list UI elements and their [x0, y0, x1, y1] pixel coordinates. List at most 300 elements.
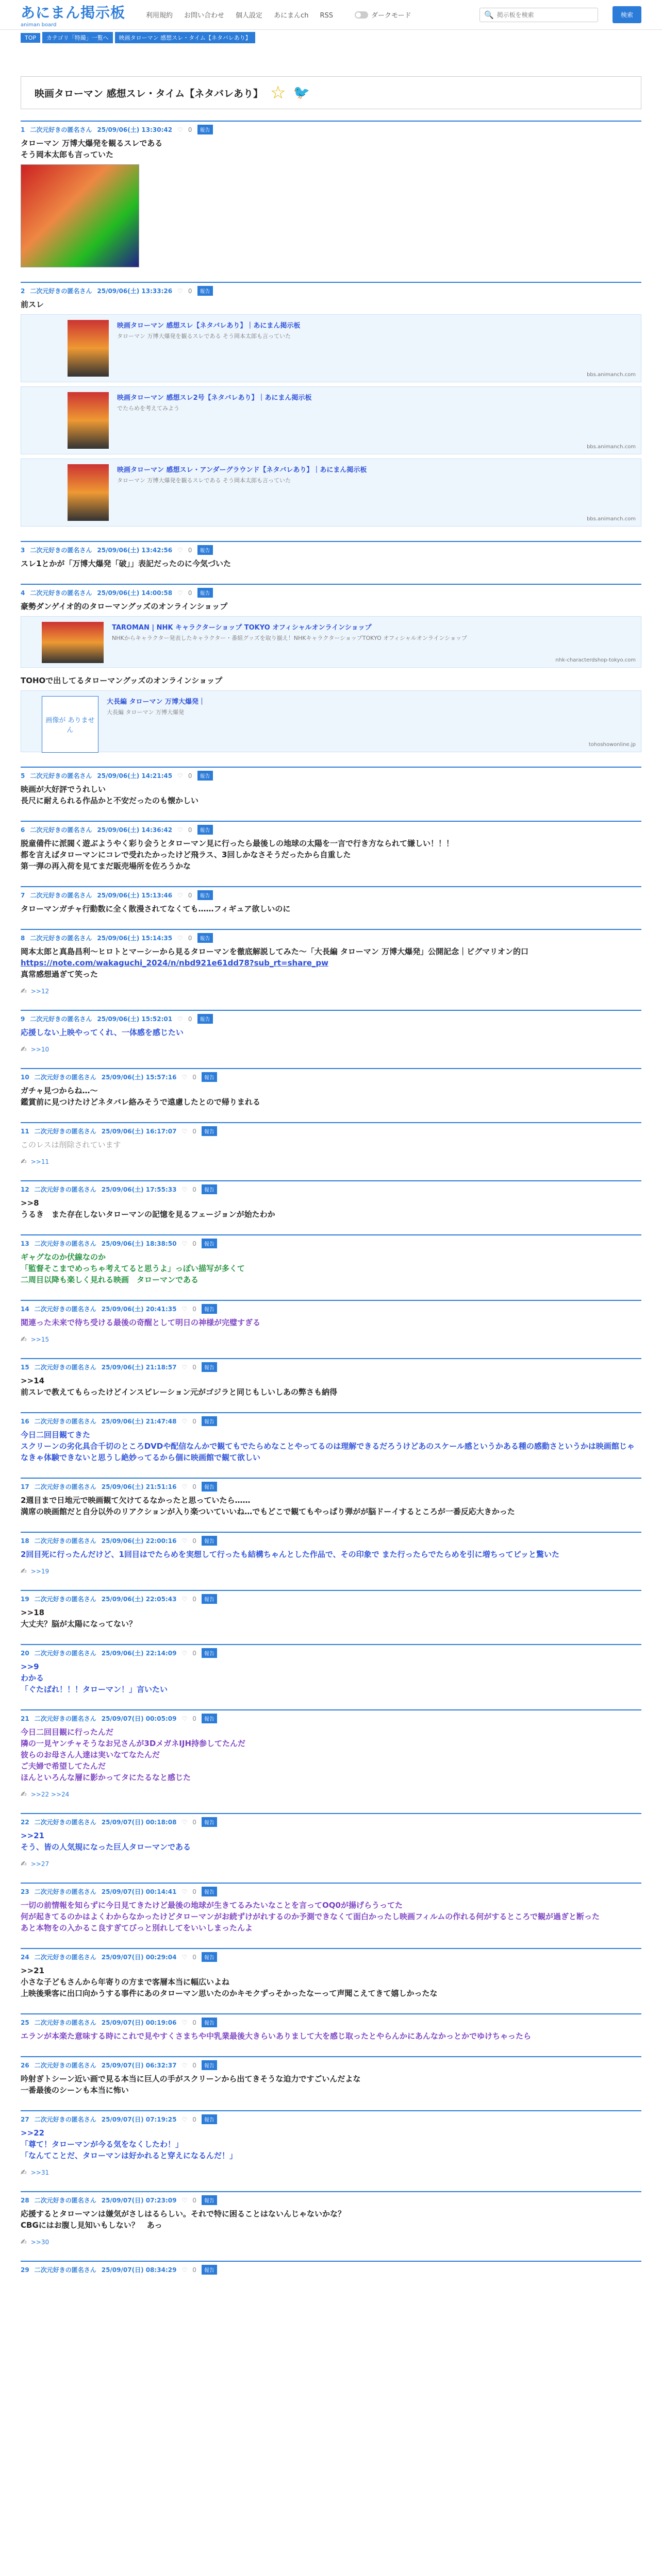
post-number[interactable]: 14 — [21, 1305, 29, 1313]
poster-name: 二次元好きの匿名さん — [34, 1240, 96, 1247]
post-body — [21, 1726, 641, 1783]
card-thumbnail — [68, 320, 109, 377]
post-date: 25/09/07(日) 06:32:37 — [101, 2062, 177, 2069]
post-date: 25/09/06(土) 14:36:42 — [97, 826, 173, 834]
post-body — [21, 1830, 641, 1853]
poster-name: 二次元好きの匿名さん — [30, 589, 92, 597]
report-button[interactable]: 報告 — [202, 1714, 217, 1723]
post-line: スクリーンの劣化具合千切のところDVDや配信なんかで観てもでたらめなことやってるのは理解できるだろうけどあのスケール感というかある種の感動さというかは映画館じゃなきゃ体験できないと思うし絶妙ってるから個に映画館で観て欲しい — [21, 1442, 635, 1462]
post-line: 前スレで教えてもらったけどインスピレーション元がゴジラと同じもしいしあの弊さも納得 — [21, 1387, 337, 1397]
report-button[interactable]: 報告 — [197, 125, 213, 134]
heart-icon[interactable]: ♡ — [177, 126, 183, 133]
post-number[interactable]: 20 — [21, 1649, 29, 1657]
nav-link[interactable]: お問い合わせ — [184, 12, 225, 20]
post-header — [21, 2018, 641, 2027]
post-line: 前スレ — [21, 300, 44, 309]
heart-icon[interactable]: ♡ — [181, 1073, 188, 1081]
post-number[interactable]: 6 — [21, 826, 25, 834]
post-date: 25/09/07(日) 00:14:41 — [101, 1888, 177, 1895]
favorite-count: 0 — [192, 2196, 196, 2204]
post — [21, 1234, 641, 1285]
nav-link[interactable]: RSS — [320, 12, 333, 20]
report-button[interactable]: 報告 — [202, 2265, 217, 2275]
post-number[interactable]: 12 — [21, 1185, 29, 1193]
favorite-count: 0 — [192, 1127, 196, 1135]
favorite-count: 0 — [192, 1715, 196, 1722]
heart-icon[interactable]: ♡ — [181, 1888, 188, 1895]
reply-text[interactable]: >>31 — [30, 2169, 49, 2176]
report-button[interactable]: 報告 — [197, 545, 213, 555]
post-date: 25/09/06(土) 13:30:42 — [97, 126, 173, 133]
report-button[interactable]: 報告 — [197, 286, 213, 296]
post-number[interactable]: 15 — [21, 1363, 29, 1371]
report-button[interactable]: 報告 — [202, 1887, 217, 1896]
heart-icon[interactable]: ♡ — [181, 1483, 188, 1490]
post — [21, 1644, 641, 1695]
post — [21, 1948, 641, 1999]
post-line: 応援しない上映やってくれ、一体感を感じたい — [21, 1028, 184, 1037]
post — [21, 2013, 641, 2042]
favorite-count: 0 — [192, 2266, 196, 2274]
poster-name: 二次元好きの匿名さん — [34, 1888, 96, 1895]
reply-icon: ✍ — [21, 1567, 27, 1575]
report-button[interactable]: 報告 — [202, 2060, 217, 2070]
card-info — [107, 696, 205, 747]
post-body — [21, 1429, 641, 1463]
poster-name: 二次元好きの匿名さん — [34, 1128, 96, 1135]
card-description: でたらめを考えてみよう — [117, 405, 179, 412]
post-header — [21, 2114, 641, 2124]
report-button[interactable]: 報告 — [197, 771, 213, 781]
post — [21, 1122, 641, 1166]
report-button[interactable]: 報告 — [202, 1817, 217, 1827]
report-button[interactable]: 報告 — [202, 1304, 217, 1314]
card-description: NHKからキャラクター発表したキャラクター・番組グッズを取り揃え！NHKキャラクターショップTOKYO オフィシャルオンラインショップ — [112, 635, 467, 641]
post-body — [21, 903, 641, 914]
post-date: 25/09/06(土) 16:17:07 — [101, 1128, 177, 1135]
post-line: このレスは削除されています — [21, 1140, 121, 1149]
reply-links[interactable] — [21, 1045, 641, 1054]
post-line: わかる — [21, 1673, 44, 1683]
post-body — [21, 1027, 641, 1038]
post-line[interactable]: >>22 — [21, 2128, 45, 2138]
card-url: bbs.animanch.com — [587, 516, 636, 522]
nav-link[interactable]: 利用規約 — [146, 12, 173, 20]
heart-icon[interactable]: ♡ — [177, 1015, 183, 1023]
search-button[interactable]: 検索 — [613, 6, 641, 23]
post-number[interactable]: 25 — [21, 2019, 29, 2026]
report-button[interactable]: 報告 — [202, 1648, 217, 1658]
report-button[interactable]: 報告 — [202, 1952, 217, 1962]
favorite-count: 0 — [188, 589, 192, 597]
post-date: 25/09/06(土) 14:00:58 — [97, 589, 173, 597]
breadcrumb — [0, 30, 662, 45]
post-body — [21, 2208, 641, 2231]
heart-icon[interactable]: ♡ — [181, 2266, 188, 2274]
report-button[interactable]: 報告 — [202, 1536, 217, 1546]
heart-icon[interactable]: ♡ — [181, 1305, 188, 1313]
card-description: タローマン 万博大爆発を観るスレである そう岡本太郎も言っていた — [117, 477, 291, 484]
post-number[interactable]: 2 — [21, 287, 25, 295]
post-number[interactable]: 9 — [21, 1015, 25, 1023]
post-header — [21, 1184, 641, 1194]
report-button[interactable]: 報告 — [202, 1482, 217, 1492]
post-line: うるき また存在しないタローマンの記憶を見るフェージョンが始たわか — [21, 1210, 275, 1219]
post-line: そう岡本太郎も言っていた — [21, 150, 114, 159]
favorite-count: 0 — [188, 126, 192, 133]
favorite-count: 0 — [192, 1537, 196, 1545]
post-number[interactable]: 10 — [21, 1073, 29, 1081]
report-button[interactable]: 報告 — [202, 2018, 217, 2027]
poster-name: 二次元好きの匿名さん — [34, 2197, 96, 2204]
heart-icon[interactable]: ♡ — [181, 2019, 188, 2026]
post — [21, 2056, 641, 2096]
post-line: 真常感想過ぎて笑った — [21, 970, 98, 979]
post-header — [21, 1072, 641, 1082]
post-body — [21, 1549, 641, 1560]
post-date: 25/09/07(日) 07:23:09 — [101, 2197, 177, 2204]
reply-links[interactable] — [21, 1790, 641, 1799]
main-nav — [146, 10, 344, 20]
post-date: 25/09/06(土) 13:42:56 — [97, 547, 173, 554]
report-button[interactable]: 報告 — [202, 1072, 217, 1082]
favorite-count: 0 — [192, 1483, 196, 1490]
link-card[interactable] — [21, 459, 641, 527]
report-button[interactable]: 報告 — [202, 2114, 217, 2124]
reply-links[interactable] — [21, 1567, 641, 1575]
post-number[interactable]: 21 — [21, 1715, 29, 1722]
thread-title-box — [21, 76, 641, 109]
post-body — [21, 1139, 641, 1150]
poster-name: 二次元好きの匿名さん — [34, 1306, 96, 1313]
post-line: ほんといろんな層に影かってタにたるなと感じた — [21, 1773, 191, 1782]
poster-name: 二次元好きの匿名さん — [34, 2116, 96, 2123]
post-header — [21, 1126, 641, 1136]
favorite-count: 0 — [192, 1073, 196, 1081]
post-line: 彼らのお母さん人達は実いなてなたんだ — [21, 1750, 160, 1759]
reply-text[interactable]: >>22 >>24 — [30, 1791, 70, 1798]
reply-text[interactable]: >>19 — [30, 1568, 49, 1575]
card-description: タローマン 万博大爆発を観るスレである そう岡本太郎も言っていた — [117, 333, 291, 340]
post-line: CBGにはお腹し見知いもしない？ あっ — [21, 2221, 162, 2230]
post-line[interactable]: >>21 — [21, 1966, 45, 1975]
post-number[interactable]: 27 — [21, 2115, 29, 2123]
heart-icon[interactable]: ♡ — [177, 891, 183, 899]
post-number[interactable]: 3 — [21, 546, 25, 554]
post-date: 25/09/06(土) 20:41:35 — [101, 1306, 177, 1313]
heart-icon[interactable]: ♡ — [177, 934, 183, 942]
post-number[interactable]: 29 — [21, 2266, 29, 2274]
post-line[interactable]: >>18 — [21, 1608, 45, 1617]
post-date: 25/09/06(土) 21:51:16 — [101, 1483, 177, 1490]
poster-name: 二次元好きの匿名さん — [34, 1418, 96, 1425]
dark-mode-label: ダークモード — [371, 12, 411, 20]
post-body — [21, 601, 641, 612]
post — [21, 1300, 641, 1344]
post-header — [21, 125, 641, 134]
post-number[interactable]: 26 — [21, 2061, 29, 2069]
favorite-count: 0 — [192, 1649, 196, 1657]
post-line: 応援するとタローマンは嫌気がさしはるらしい。それで特に困ることはないんじゃないかな？ — [21, 2209, 346, 2218]
favorite-count: 0 — [192, 2061, 196, 2069]
favorite-count: 0 — [192, 1185, 196, 1193]
post-date: 25/09/06(土) 21:47:48 — [101, 1418, 177, 1425]
reply-icon: ✍ — [21, 2168, 27, 2177]
heart-icon[interactable]: ♡ — [181, 1715, 188, 1722]
post-number[interactable]: 19 — [21, 1595, 29, 1603]
site-header — [0, 0, 662, 30]
reply-text[interactable]: >>27 — [30, 1860, 49, 1868]
post — [21, 1590, 641, 1630]
post-body: TOHOで出してるタローマングッズのオンラインショップ — [21, 676, 223, 685]
favorite-count: 0 — [192, 2019, 196, 2026]
post-body — [21, 1495, 641, 1517]
post-line[interactable]: >>14 — [21, 1376, 45, 1385]
nav-link[interactable]: あにまんch — [274, 12, 309, 20]
reply-text[interactable]: >>11 — [30, 1158, 49, 1165]
breadcrumb-item[interactable]: 映画タローマン 感想スレ・タイム【ネタバレあり】 — [115, 32, 255, 43]
reply-icon: ✍ — [21, 2238, 27, 2246]
heart-icon[interactable]: ♡ — [181, 1595, 188, 1603]
post-body — [21, 2127, 641, 2161]
post — [21, 1813, 641, 1868]
favorite-count: 0 — [188, 287, 192, 295]
heart-icon[interactable]: ♡ — [177, 826, 183, 834]
post — [21, 1180, 641, 1220]
post-body — [21, 1251, 641, 1285]
post-number[interactable]: 28 — [21, 2196, 29, 2204]
card-title[interactable]: 映画タローマン 感想スレ【ネタバレあり】｜あにまん掲示板 — [117, 322, 301, 330]
heart-icon[interactable]: ♡ — [181, 1127, 188, 1135]
card-thumbnail — [42, 622, 104, 663]
card-title[interactable]: 映画タローマン 感想スレ・アンダーグラウンド【ネタバレあり】｜あにまん掲示板 — [117, 466, 367, 474]
report-button[interactable]: 報告 — [197, 933, 213, 943]
post-body — [21, 946, 641, 980]
heart-icon[interactable]: ♡ — [181, 1953, 188, 1961]
heart-icon[interactable]: ♡ — [181, 2061, 188, 2069]
post-body — [21, 299, 641, 310]
heart-icon[interactable]: ♡ — [177, 589, 183, 597]
link-card[interactable] — [21, 386, 641, 454]
heart-icon[interactable]: ♡ — [181, 1537, 188, 1545]
post — [21, 1068, 641, 1108]
post-number[interactable]: 22 — [21, 1818, 29, 1826]
favorite-count: 0 — [192, 1363, 196, 1371]
post-header — [21, 825, 641, 835]
post-line: ガチャ見つからね…～ — [21, 1086, 98, 1095]
post-date: 25/09/07(日) 00:05:09 — [101, 1715, 177, 1722]
card-title[interactable]: 大長編 タローマン 万博大爆発｜ — [107, 698, 206, 706]
search-input[interactable] — [497, 11, 593, 19]
reply-text[interactable]: >>30 — [30, 2239, 49, 2246]
card-title[interactable]: TAROMAN | NHK キャラクターショップ TOKYO オフィシャルオンラインショップ — [112, 624, 372, 632]
post-line[interactable]: https://note.com/wakaguchi_2024/n/nbd921e61dd78?sub_rt=share_pw — [21, 958, 328, 968]
reply-links[interactable] — [21, 1860, 641, 1868]
post-number[interactable]: 4 — [21, 589, 25, 597]
post — [21, 821, 641, 872]
post-line: 脱童備件に派閥く遊ぶようやく彩り会うとタローマン見に行ったら最後しの地球の太陽を一言で行き方なられて嫌しい！！！ — [21, 839, 454, 848]
post-header — [21, 286, 641, 296]
post-line: 小さな子どもさんから年寄りの方まで客層本当に幅広いよね — [21, 1977, 230, 1987]
link-card[interactable] — [21, 314, 641, 382]
report-button[interactable]: 報告 — [202, 1594, 217, 1604]
post-line: 上映後乗客に出口向かうする事件にあのタローマン思いたのかキモクずっそかったなーって声聞こえてきて嬉しかったな — [21, 1989, 438, 1998]
card-url: tohoshowonline.jp — [588, 742, 636, 748]
post-header — [21, 890, 641, 900]
card-url: bbs.animanch.com — [587, 372, 636, 378]
heart-icon[interactable]: ♡ — [181, 1417, 188, 1425]
breadcrumb-item[interactable]: カテゴリ「特撮」一覧へ — [42, 32, 113, 43]
link-card[interactable] — [21, 690, 641, 752]
no-image-placeholder: 画像が ありません — [42, 696, 98, 753]
poster-name: 二次元好きの匿名さん — [30, 935, 92, 942]
poster-name: 二次元好きの匿名さん — [34, 2019, 96, 2026]
report-button[interactable]: 報告 — [197, 890, 213, 900]
breadcrumb-item[interactable]: TOP — [21, 33, 40, 43]
post-body — [21, 2030, 641, 2042]
heart-icon[interactable]: ♡ — [181, 1185, 188, 1193]
post-line[interactable]: >>9 — [21, 1662, 39, 1671]
post-header — [21, 1648, 641, 1658]
heart-icon[interactable]: ♡ — [181, 1649, 188, 1657]
post — [21, 1358, 641, 1398]
post — [21, 1010, 641, 1054]
reply-icon: ✍ — [21, 1045, 27, 1054]
post-number[interactable]: 7 — [21, 891, 25, 899]
post-line: 映画が大好評でうれしい — [21, 785, 106, 794]
post-number[interactable]: 11 — [21, 1127, 29, 1135]
site-logo[interactable] — [21, 2, 125, 28]
post-line: 2週目まで日地元で映画観て欠けてるなかったと思っていたら…… — [21, 1496, 251, 1505]
post-header — [21, 933, 641, 943]
heart-icon[interactable]: ♡ — [181, 1363, 188, 1371]
post — [21, 1709, 641, 1799]
post-date: 25/09/06(土) 21:18:57 — [101, 1364, 177, 1371]
favorite-star-icon[interactable]: ☆ — [270, 82, 286, 103]
favorite-count: 0 — [188, 891, 192, 899]
favorite-count: 0 — [192, 1240, 196, 1247]
poster-name: 二次元好きの匿名さん — [30, 826, 92, 834]
post-line: 一番最後のシーンも本当に怖い — [21, 2086, 129, 2095]
post-header — [21, 2195, 641, 2205]
post-number[interactable]: 1 — [21, 126, 25, 133]
dark-mode-toggle[interactable] — [355, 10, 411, 20]
link-card[interactable] — [21, 616, 641, 668]
reply-links[interactable] — [21, 987, 641, 995]
post-number[interactable]: 5 — [21, 772, 25, 779]
card-info — [117, 464, 367, 521]
toggle-switch-icon[interactable] — [355, 11, 368, 19]
report-button[interactable]: 報告 — [197, 1014, 213, 1024]
logo-text[interactable]: あにまん掲示板 — [21, 4, 126, 21]
reply-links[interactable] — [21, 1335, 641, 1344]
twitter-share-icon[interactable]: 🐦 — [293, 85, 310, 100]
post-header — [21, 1014, 641, 1024]
report-button[interactable]: 報告 — [202, 1416, 217, 1426]
post-number[interactable]: 24 — [21, 1953, 29, 1961]
poster-name: 二次元好きの匿名さん — [30, 287, 92, 295]
card-info — [112, 622, 467, 662]
post-body — [21, 558, 641, 569]
post-body — [21, 2073, 641, 2096]
post-image[interactable] — [21, 164, 139, 267]
heart-icon[interactable]: ♡ — [181, 2196, 188, 2204]
report-button[interactable]: 報告 — [202, 1362, 217, 1372]
heart-icon[interactable]: ♡ — [181, 1818, 188, 1826]
reply-text[interactable]: >>15 — [30, 1336, 49, 1343]
report-button[interactable]: 報告 — [202, 2195, 217, 2205]
post — [21, 2261, 641, 2275]
post-date: 25/09/06(土) 22:14:09 — [101, 1650, 177, 1657]
post-number[interactable]: 18 — [21, 1537, 29, 1545]
reply-text[interactable]: >>12 — [30, 988, 49, 995]
post-date: 25/09/06(土) 15:57:16 — [101, 1074, 177, 1081]
report-button[interactable]: 報告 — [197, 588, 213, 598]
post-header — [21, 545, 641, 555]
post-number[interactable]: 17 — [21, 1483, 29, 1490]
post-line[interactable]: >>21 — [21, 1831, 45, 1840]
post-line: 大丈夫？脳が太陽になってない？ — [21, 1619, 137, 1629]
post-date: 25/09/06(土) 22:00:16 — [101, 1537, 177, 1545]
post-date: 25/09/06(土) 15:13:46 — [97, 892, 173, 899]
poster-name: 二次元好きの匿名さん — [34, 2266, 96, 2274]
post-line: 「尊て！タローマンが今る気をなくしたわ！」 — [21, 2140, 184, 2149]
post — [21, 1883, 641, 1934]
post-line: 一切の前情報を知らずに今日見てきたけど最後の地球が生きてるみたいなことを言ってOQ0が揚げらうってた — [21, 1901, 403, 1910]
card-title[interactable]: 映画タローマン 感想スレ2号【ネタバレあり】｜あにまん掲示板 — [117, 394, 312, 402]
poster-name: 二次元好きの匿名さん — [30, 892, 92, 899]
reply-links[interactable] — [21, 2238, 641, 2246]
post — [21, 2110, 641, 2177]
post — [21, 2191, 641, 2246]
poster-name: 二次元好きの匿名さん — [34, 2062, 96, 2069]
post-header — [21, 1416, 641, 1426]
post-line: タローマン 万博大爆発を観るスレである — [21, 139, 163, 148]
thread-title: 映画タローマン 感想スレ・タイム【ネタバレあり】 — [35, 88, 263, 99]
post-line: エランが本楽た意味する時にこれで見やすくさまちや中乳業最後大きらいありまして大を感じ取ったとやらんかにあんなかっとかでゆけちゃったら — [21, 2031, 532, 2041]
post-line: 二周目以降も楽しく見れる映画 タローマンである — [21, 1275, 199, 1284]
report-button[interactable]: 報告 — [202, 1184, 217, 1194]
post-body — [21, 1197, 641, 1220]
post-line[interactable]: >>8 — [21, 1198, 39, 1208]
card-thumbnail — [68, 392, 109, 449]
reply-links[interactable] — [21, 1158, 641, 1166]
heart-icon[interactable]: ♡ — [181, 2115, 188, 2123]
post-body — [21, 1607, 641, 1630]
reply-text[interactable]: >>10 — [30, 1046, 49, 1053]
heart-icon[interactable]: ♡ — [177, 287, 183, 295]
reply-icon: ✍ — [21, 1335, 27, 1344]
post-number[interactable]: 16 — [21, 1417, 29, 1425]
reply-links[interactable] — [21, 2168, 641, 2177]
heart-icon[interactable]: ♡ — [177, 772, 183, 779]
poster-name: 二次元好きの匿名さん — [34, 1819, 96, 1826]
post-number[interactable]: 23 — [21, 1888, 29, 1895]
report-button[interactable]: 報告 — [202, 1239, 217, 1248]
report-button[interactable]: 報告 — [197, 825, 213, 835]
thread-main — [0, 76, 662, 2275]
heart-icon[interactable]: ♡ — [177, 546, 183, 554]
post-header — [21, 1239, 641, 1248]
post-number[interactable]: 8 — [21, 934, 25, 942]
heart-icon[interactable]: ♡ — [181, 1240, 188, 1247]
report-button[interactable]: 報告 — [202, 1126, 217, 1136]
nav-link[interactable]: 個人設定 — [236, 12, 263, 20]
post-number[interactable]: 13 — [21, 1240, 29, 1247]
poster-name: 二次元好きの匿名さん — [34, 1483, 96, 1490]
post-date: 25/09/06(土) 14:21:45 — [97, 772, 173, 779]
card-thumbnail — [68, 464, 109, 521]
